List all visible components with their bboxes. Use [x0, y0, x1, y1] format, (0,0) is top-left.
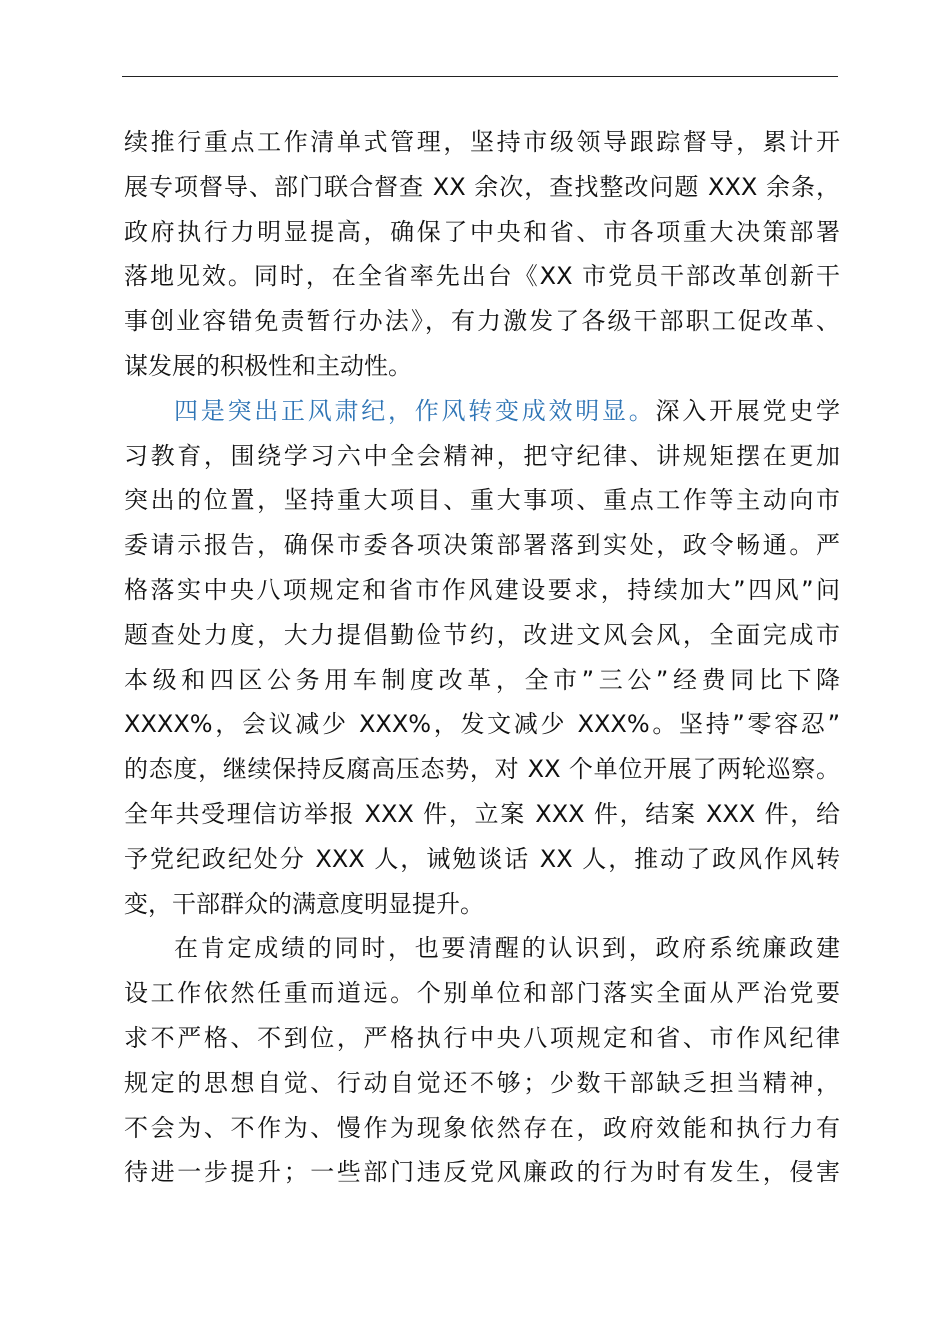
- text-line: 委请示报告，确保市委各项决策部署落到实处，政令畅通。严: [124, 531, 840, 560]
- text-line: 题查处力度，大力提倡勤俭节约，改进文风会风，全面完成市: [124, 620, 840, 649]
- text-line: 变，干部群众的满意度明显提升。: [124, 889, 484, 918]
- first-line-rest: 深入开展党史学: [655, 396, 840, 425]
- text-line: 全年共受理信访举报 XXX 件，立案 XXX 件，结案 XXX 件，给: [124, 799, 840, 828]
- text-line: 展专项督导、部门联合督查 XX 余次，查找整改问题 XXX 余条，: [124, 172, 840, 201]
- text-line: 事创业容错免责暂行办法》，有力激发了各级干部职工促改革、: [124, 307, 840, 336]
- text-line-first: [124, 389, 840, 434]
- text-line: 格落实中央八项规定和省市作风建设要求，持续加大”四风”问: [124, 575, 840, 604]
- text-line: 规定的思想自觉、行动自觉还不够；少数干部缺乏担当精神，: [124, 1068, 840, 1097]
- header-rule: [122, 76, 838, 77]
- text-line: 予党纪政纪处分 XXX 人，诫勉谈话 XX 人，推动了政风作风转: [124, 844, 840, 873]
- text-line: 落地见效。同时，在全省率先出台《XX 市党员干部改革创新干: [124, 262, 840, 291]
- text-line: 求不严格、不到位，严格执行中央八项规定和省、市作风纪律: [124, 1023, 840, 1052]
- text-line: 的态度，继续保持反腐高压态势，对 XX 个单位开展了两轮巡察。: [124, 755, 840, 784]
- paragraph-2: [124, 389, 840, 927]
- text-line: 续推行重点工作清单式管理，坚持市级领导跟踪督导，累计开: [124, 128, 840, 156]
- document-body: [124, 120, 840, 1195]
- text-line: 不会为、不作为、慢作为现象依然存在，政府效能和执行力有: [124, 1113, 840, 1142]
- text-line: 谋发展的积极性和主动性。: [124, 351, 412, 380]
- section-heading: 四是突出正风肃纪，作风转变成效明显。: [174, 396, 656, 425]
- text-line: 在肯定成绩的同时，也要清醒的认识到，政府系统廉政建: [174, 934, 840, 963]
- text-line: 突出的位置，坚持重大项目、重大事项、重点工作等主动向市: [124, 486, 840, 515]
- text-line: 设工作依然任重而道远。个别单位和部门落实全面从严治党要: [124, 979, 840, 1008]
- text-line: 政府执行力明显提高，确保了中央和省、市各项重大决策部署: [124, 217, 840, 246]
- paragraph-1: [124, 120, 840, 389]
- text-line: XXXX%，会议减少 XXX%，发文减少 XXX%。坚持”零容忍”: [124, 710, 840, 739]
- paragraph-3: [124, 926, 840, 1195]
- text-line: 待进一步提升；一些部门违反党风廉政的行为时有发生，侵害: [124, 1158, 840, 1187]
- text-line: 习教育，围绕学习六中全会精神，把守纪律、讲规矩摆在更加: [124, 441, 840, 470]
- text-line: 本级和四区公务用车制度改革，全市”三公”经费同比下降: [124, 665, 840, 694]
